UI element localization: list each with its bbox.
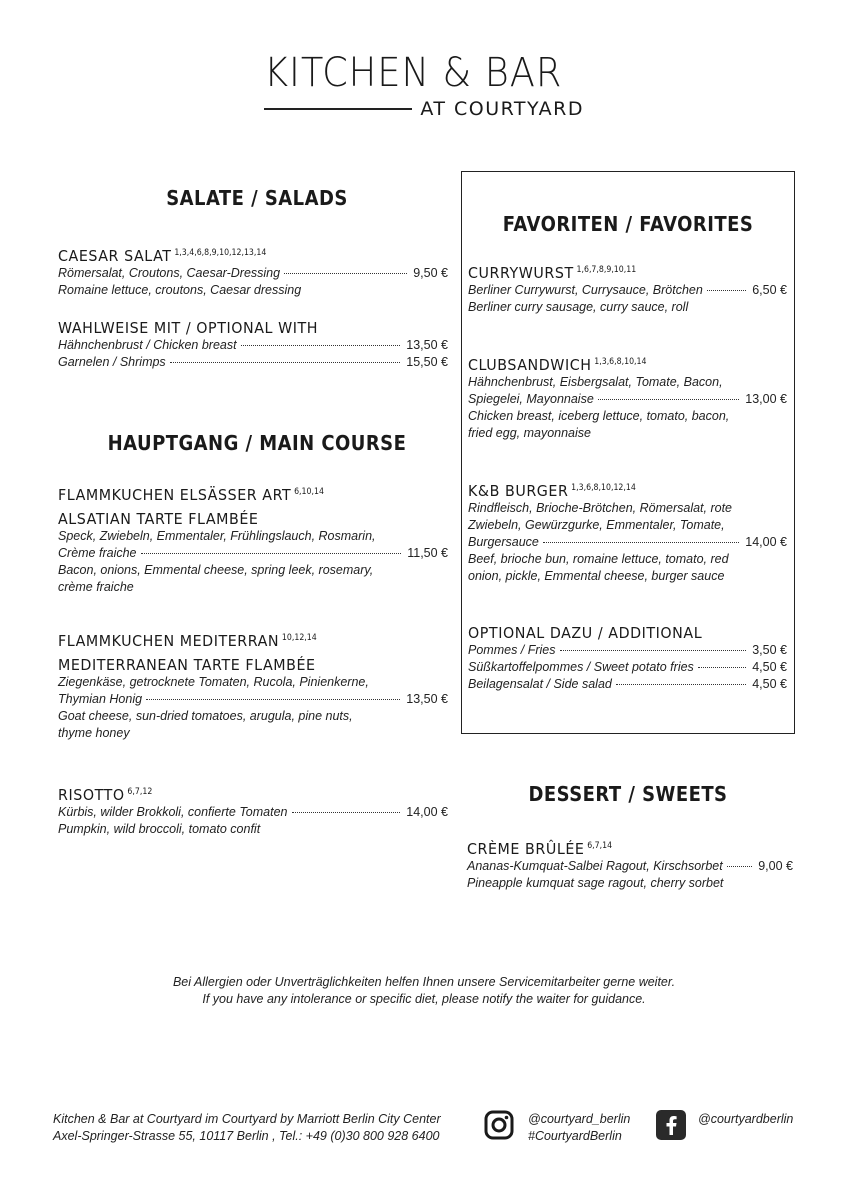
item-price: 14,00 €	[745, 535, 787, 549]
item-desc-de: Kürbis, wilder Brokkoli, confierte Tomaten	[58, 805, 288, 819]
item-desc-en: onion, pickle, Emmental cheese, burger sauce	[468, 569, 725, 583]
dessert-section-title: DESSERT / SWEETS	[528, 782, 728, 806]
footer-contact: Axel-Springer-Strasse 55, 10117 Berlin , Tel.: +49 (0)30 800 928 6400	[53, 1129, 440, 1143]
item-price-row: Crème fraiche 11,50 €	[58, 546, 448, 560]
item-price: 15,50 €	[406, 355, 448, 369]
item-price-row: Spiegelei, Mayonnaise 13,00 €	[468, 392, 787, 406]
item-name: FLAMMKUCHEN MEDITERRAN $^{10,12,14}$	[58, 632, 317, 650]
item-price: 11,50 €	[407, 546, 448, 560]
item-desc-en: crème fraiche	[58, 580, 134, 594]
item-price: 9,00 €	[758, 859, 793, 873]
option-row: Pommes / Fries 3,50 €	[468, 643, 787, 657]
allergen-codes: 6,7,12	[127, 787, 153, 797]
menu-item-currywurst	[468, 264, 787, 316]
item-desc-de: Speck, Zwiebeln, Emmentaler, Frühlingslauch, Rosmarin,	[58, 529, 376, 543]
facebook-icon[interactable]	[656, 1110, 686, 1145]
item-desc-de: Ananas-Kumquat-Salbei Ragout, Kirschsorbet	[467, 859, 723, 873]
item-desc-en: Chicken breast, iceberg lettuce, tomato, bacon,	[468, 409, 730, 423]
item-desc-de: Berliner Currywurst, Currysauce, Brötchen	[468, 283, 703, 297]
item-name: OPTIONAL DAZU / ADDITIONAL	[468, 624, 703, 642]
item-price-row	[467, 858, 793, 875]
menu-item-creme-brulee	[467, 840, 793, 892]
brand-divider	[264, 108, 412, 110]
item-price: 6,50 €	[752, 283, 787, 297]
allergy-note-de: Bei Allergien oder Unverträglichkeiten helfen Ihnen unsere Servicemitarbeiter gerne weiter.	[172, 975, 676, 989]
item-name-en: MEDITERRANEAN TARTE FLAMBÉE	[58, 656, 316, 674]
item-price: 4,50 €	[752, 660, 787, 674]
item-desc-en: Bacon, onions, Emmental cheese, spring leek, rosemary,	[58, 563, 374, 577]
brand-logo	[264, 50, 584, 120]
item-desc-en: Romaine lettuce, croutons, Caesar dressing	[58, 283, 302, 297]
favorites-section-title: FAVORITEN / FAVORITES	[502, 212, 754, 236]
item-name: CURRYWURST $^{1,6,7,8,9,10,11}$	[468, 264, 637, 282]
item-price-row: Burgersauce 14,00 €	[468, 535, 787, 549]
allergen-codes: 1,3,4,6,8,9,10,12,13,14	[174, 248, 267, 258]
main-section-title: HAUPTGANG / MAIN COURSE	[107, 431, 407, 455]
menu-item-additional	[468, 624, 787, 693]
item-price: 4,50 €	[752, 677, 787, 691]
menu-item-risotto	[58, 786, 448, 838]
item-price: 13,50 €	[406, 692, 448, 706]
item-price-row	[468, 282, 787, 299]
menu-item-optional-with	[58, 319, 448, 371]
brand-subtitle: AT COURTYARD	[420, 98, 584, 120]
menu-item-flammkuchen-mediterran	[58, 632, 448, 742]
item-price-row	[58, 265, 448, 282]
item-desc-en: Berliner curry sausage, curry sauce, roll	[468, 300, 689, 314]
item-price-row	[58, 804, 448, 821]
footer-venue: Kitchen & Bar at Courtyard im Courtyard by Marriott Berlin City Center	[53, 1112, 441, 1126]
instagram-icon[interactable]	[484, 1110, 514, 1145]
item-name: CRÈME BRÛLÉE $^{6,7,14}$	[467, 840, 613, 858]
allergen-codes: 1,3,6,8,10,12,14	[571, 483, 636, 493]
allergy-note-en: If you have any intolerance or specific diet, please notify the waiter for guidance.	[202, 992, 646, 1006]
item-name: CLUBSANDWICH $^{1,3,6,8,10,14}$	[468, 356, 647, 374]
allergen-codes: 6,7,14	[587, 841, 613, 851]
instagram-info	[528, 1111, 630, 1145]
option-row: Süßkartoffelpommes / Sweet potato fries 4,50 €	[468, 660, 787, 674]
allergen-codes: 6,10,14	[294, 487, 324, 497]
item-desc-en: thyme honey	[58, 726, 130, 740]
item-desc-de: Ziegenkäse, getrocknete Tomaten, Rucola, Pinienkerne,	[58, 675, 369, 689]
item-name: WAHLWEISE MIT / OPTIONAL WITH	[58, 319, 319, 337]
item-name: CAESAR SALAT $^{1,3,4,6,8,9,10,12,13,14}$	[58, 247, 267, 265]
menu-item-caesar	[58, 247, 448, 299]
facebook-handle[interactable]: @courtyardberlin	[698, 1112, 794, 1126]
item-desc-en: Goat cheese, sun-dried tomatoes, arugula, pine nuts,	[58, 709, 353, 723]
hashtag: #CourtyardBerlin	[528, 1129, 622, 1143]
item-price: 13,00 €	[745, 392, 787, 406]
footer-address	[53, 1111, 441, 1145]
item-desc-en: fried egg, mayonnaise	[468, 426, 591, 440]
item-price: 9,50 €	[413, 266, 448, 280]
item-name-en: ALSATIAN TARTE FLAMBÉE	[58, 510, 259, 528]
option-row: Hähnchenbrust / Chicken breast 13,50 €	[58, 338, 448, 352]
item-price: 13,50 €	[406, 338, 448, 352]
allergen-codes: 10,12,14	[281, 633, 317, 643]
item-price-row: Thymian Honig 13,50 €	[58, 692, 448, 706]
item-desc-en: Pineapple kumquat sage ragout, cherry sorbet	[467, 876, 724, 890]
item-name: RISOTTO $^{6,7,12}$	[58, 786, 153, 804]
item-desc-de: Hähnchenbrust, Eisbergsalat, Tomate, Bacon,	[468, 375, 723, 389]
menu-item-kb-burger	[468, 482, 787, 585]
menu-item-clubsandwich	[468, 356, 787, 442]
option-row: Garnelen / Shrimps 15,50 €	[58, 355, 448, 369]
menu-item-flammkuchen-alsace	[58, 486, 448, 596]
allergen-codes: 1,3,6,8,10,14	[594, 357, 647, 367]
allergy-note	[0, 974, 848, 1008]
item-price: 14,00 €	[406, 805, 448, 819]
item-desc-de: Römersalat, Croutons, Caesar-Dressing	[58, 266, 281, 280]
item-desc-de: Zwiebeln, Gewürzgurke, Emmentaler, Tomate,	[468, 518, 725, 532]
allergen-codes: 1,6,7,8,9,10,11	[576, 265, 637, 275]
item-desc-en: Pumpkin, wild broccoli, tomato confit	[58, 822, 261, 836]
item-name: FLAMMKUCHEN ELSÄSSER ART $^{6,10,14}$	[58, 486, 324, 504]
salads-section-title: SALATE / SALADS	[166, 186, 348, 210]
item-price: 3,50 €	[752, 643, 787, 657]
item-desc-en: Beef, brioche bun, romaine lettuce, tomato, red	[468, 552, 729, 566]
item-desc-de: Rindfleisch, Brioche-Brötchen, Römersalat, rote	[468, 501, 733, 515]
option-row: Beilagensalat / Side salad 4,50 €	[468, 677, 787, 691]
instagram-handle[interactable]: @courtyard_berlin	[528, 1112, 631, 1126]
brand-title: KITCHEN & BAR	[264, 50, 563, 96]
facebook-info	[698, 1111, 793, 1128]
item-name: K&B BURGER $^{1,3,6,8,10,12,14}$	[468, 482, 636, 500]
